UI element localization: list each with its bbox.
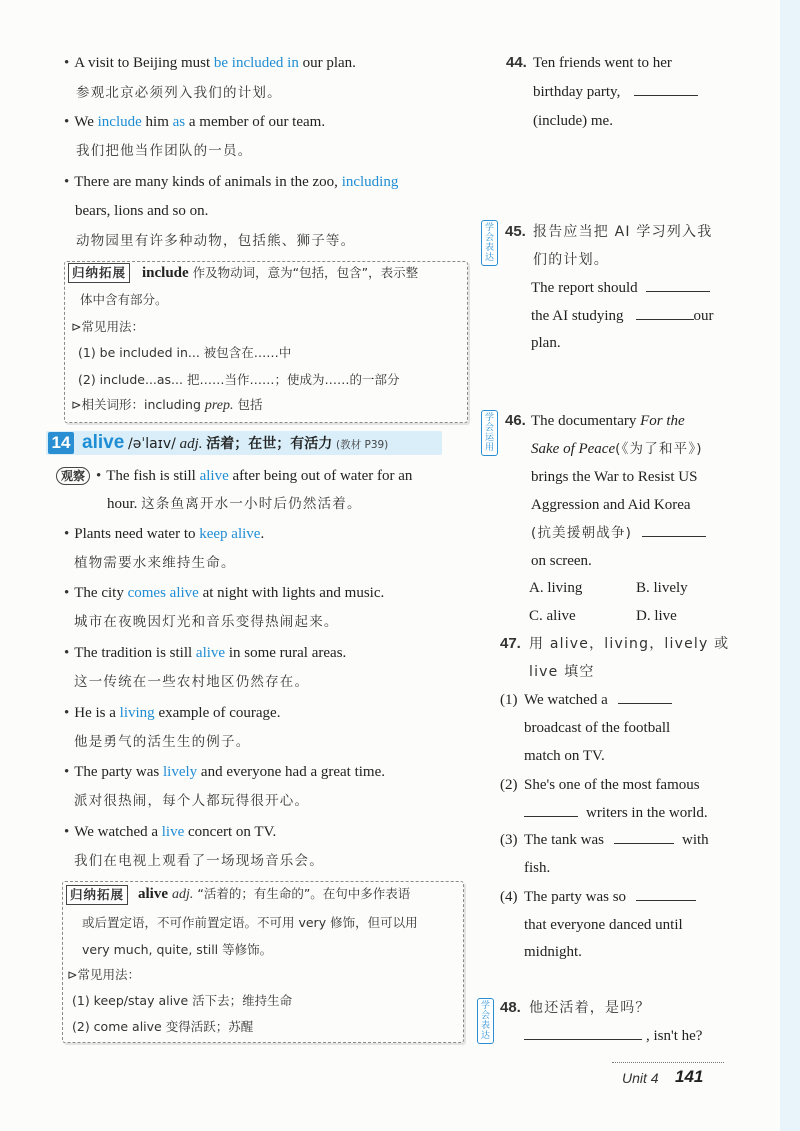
- question-text-part: writers in the world.: [586, 805, 708, 821]
- summary-definition-cont: 体中含有部分。: [80, 292, 168, 307]
- question-text: [531, 411, 685, 431]
- question-text-part: The report should: [531, 280, 638, 296]
- entry-heading: [82, 432, 388, 456]
- question-number: 48.: [500, 999, 521, 1016]
- example-text: in some rural areas.: [225, 645, 347, 661]
- example-sentence: [64, 762, 385, 782]
- example-text: The city: [74, 585, 128, 601]
- example-text: He is a: [74, 705, 120, 721]
- example-sentence: [96, 466, 412, 486]
- usage-item: (1) be included in... 被包含在……中: [78, 345, 292, 360]
- example-translation: 城市在夜晚因灯光和音乐变得热闹起来。: [74, 614, 339, 630]
- question-text: that everyone danced until: [524, 917, 683, 933]
- question-text: [531, 278, 710, 298]
- sub-question-number: (4): [500, 889, 518, 905]
- related-pos: prep.: [204, 398, 234, 413]
- entry-pos: adj.: [179, 436, 203, 452]
- example-translation: 参观北京必须列入我们的计划。: [76, 85, 282, 101]
- question-number: 45.: [505, 223, 526, 240]
- example-text: .: [260, 526, 265, 542]
- example-sentence: [64, 583, 384, 603]
- example-translation: 动物园里有许多种动物，包括熊、狮子等。: [76, 233, 356, 249]
- film-title: Sake of Peace: [531, 441, 616, 457]
- example-sentence: [64, 112, 325, 132]
- observe-label: 观察: [56, 467, 90, 485]
- option-a: A. living: [529, 580, 583, 596]
- question-instruction: live 填空: [529, 664, 595, 680]
- answer-blank: [524, 803, 578, 817]
- example-text: after being out of water for an: [228, 468, 413, 484]
- example-keyword: alive: [199, 468, 229, 484]
- entry-source: (教材 P39): [336, 439, 389, 451]
- example-sentence: [64, 172, 398, 192]
- example-text: Plants need water to: [74, 526, 200, 542]
- question-text: [524, 830, 709, 850]
- usage-item: (1) keep/stay alive 活下去；维持生命: [72, 993, 293, 1008]
- option-c: C. alive: [529, 608, 576, 624]
- example-sentence: [64, 822, 276, 842]
- question-text-part: birthday party,: [533, 84, 621, 100]
- question-text: [524, 887, 696, 907]
- answer-blank: [642, 523, 706, 537]
- summary-pos: adj.: [171, 887, 194, 902]
- example-translation: 他是勇气的活生生的例子。: [74, 734, 251, 750]
- sub-question-number: (1): [500, 692, 518, 708]
- summary-definition-cont: very much, quite, still 等修饰。: [82, 942, 273, 957]
- summary-definition: [138, 884, 410, 905]
- example-keyword: keep alive: [199, 526, 261, 542]
- sub-question-number: (2): [500, 777, 518, 793]
- example-translation: 我们把他当作团队的一员。: [76, 143, 253, 159]
- page-edge-strip: [780, 0, 800, 1131]
- entry-number: 14: [48, 432, 74, 454]
- question-text-part: , isn't he?: [646, 1028, 703, 1044]
- example-sentence: [64, 53, 356, 73]
- sub-question-number: (3): [500, 832, 518, 848]
- summary-label: 归纳拓展: [68, 263, 130, 283]
- example-text: The party was: [74, 764, 163, 780]
- question-text: [531, 439, 703, 459]
- example-keyword: as: [172, 114, 186, 130]
- example-text: The tradition is still: [74, 645, 196, 661]
- question-text-part: with: [681, 832, 709, 848]
- question-text-part: The party was so: [524, 889, 627, 905]
- example-keyword: lively: [162, 764, 198, 780]
- question-text: midnight.: [524, 944, 582, 960]
- question-text-part: The tank was: [524, 832, 604, 848]
- summary-headword: alive: [138, 886, 168, 902]
- question-text: plan.: [531, 335, 561, 351]
- related-forms: [71, 395, 263, 416]
- example-text: and everyone had a great time.: [197, 764, 385, 780]
- question-prompt: 们的计划。: [533, 252, 609, 268]
- question-text-part: (抗美援朝战争): [531, 525, 633, 541]
- summary-definition: [142, 263, 418, 283]
- question-number: 44.: [506, 54, 527, 71]
- example-translation: 植物需要水来维持生命。: [74, 555, 236, 571]
- example-keyword: comes alive: [127, 585, 199, 601]
- example-translation: 这条鱼离开水一小时后仍然活着。: [141, 496, 362, 512]
- question-prompt: 他还活着，是吗？: [529, 1000, 651, 1016]
- page-number: 141: [675, 1067, 704, 1086]
- film-title: For the: [640, 413, 685, 429]
- example-text: hour.: [107, 496, 142, 512]
- option-d: D. live: [636, 608, 677, 624]
- example-sentence: [64, 643, 346, 663]
- example-translation: 这一传统在一些农村地区仍然存在。: [74, 674, 310, 690]
- question-text: on screen.: [531, 553, 592, 569]
- usage-title: ⊳常见用法：: [67, 967, 140, 982]
- answer-blank: [646, 278, 710, 292]
- question-text: broadcast of the football: [524, 720, 671, 736]
- question-prompt: 报告应当把 AI 学习列入我: [533, 224, 713, 240]
- answer-blank: [634, 82, 698, 96]
- answer-blank: [618, 690, 672, 704]
- example-sentence-cont: [107, 494, 362, 514]
- example-text: example of courage.: [154, 705, 281, 721]
- summary-definition-cont: 或后置定语，不可作前置定语。不可用 very 修饰，但可以用: [82, 915, 418, 930]
- example-keyword: be included in: [213, 55, 299, 71]
- example-text: a member of our team.: [185, 114, 326, 130]
- question-text: [531, 306, 714, 326]
- example-text: our plan.: [298, 55, 356, 71]
- entry-phonetic: /əˈlaɪv/: [128, 436, 176, 452]
- question-text-part: The documentary: [531, 413, 641, 429]
- example-text: We watched a: [74, 824, 162, 840]
- usage-item: (2) include...as... 把……当作……；使成为……的一部分: [78, 372, 400, 387]
- skill-badge: 学会表达: [477, 998, 494, 1044]
- summary-text: 作及物动词，意为“包括，包含”，表示整: [188, 265, 419, 280]
- related-text: ⊳相关词形：including: [71, 397, 205, 412]
- question-text: Aggression and Aid Korea: [531, 497, 691, 513]
- question-text-part: We watched a: [524, 692, 608, 708]
- example-text: The fish is still: [106, 468, 200, 484]
- example-text: We: [74, 114, 98, 130]
- entry-meaning: 活着；在世；有活力: [206, 436, 333, 452]
- film-title-zh: (《为了和平》): [615, 441, 703, 457]
- question-text: Ten friends went to her: [533, 55, 672, 71]
- question-text: (include) me.: [533, 113, 613, 129]
- example-keyword: including: [341, 174, 399, 190]
- question-text: [524, 1026, 702, 1046]
- example-keyword: living: [119, 705, 155, 721]
- answer-blank: [636, 306, 694, 320]
- question-text: match on TV.: [524, 748, 605, 764]
- question-text: [531, 523, 706, 543]
- example-sentence: [64, 703, 280, 723]
- footer-unit: Unit 4: [622, 1070, 659, 1086]
- question-text: She's one of the most famous: [524, 777, 700, 793]
- summary-headword: include: [142, 265, 189, 281]
- question-text-part: the AI studying: [531, 308, 624, 324]
- footer-divider: [612, 1062, 724, 1063]
- summary-text: “活着的；有生命的”。在句中多作表语: [193, 886, 411, 901]
- question-text: brings the War to Resist US: [531, 469, 698, 485]
- answer-blank: [614, 830, 674, 844]
- example-text: A visit to Beijing must: [74, 55, 214, 71]
- example-text: him: [141, 114, 173, 130]
- question-text: fish.: [524, 860, 551, 876]
- skill-badge: 学会运用: [481, 410, 498, 456]
- entry-word: alive: [82, 432, 125, 453]
- usage-title: ⊳常见用法：: [71, 319, 144, 334]
- question-text: [533, 82, 698, 102]
- example-sentence-cont: bears, lions and so on.: [75, 203, 209, 219]
- related-text: 包括: [233, 397, 263, 412]
- question-text: [524, 690, 672, 710]
- example-keyword: alive: [195, 645, 226, 661]
- answer-blank: [524, 1026, 642, 1040]
- option-b: B. lively: [636, 580, 688, 596]
- question-instruction: 用 alive，living，lively 或: [529, 636, 730, 652]
- question-text: [524, 803, 708, 823]
- question-number: 47.: [500, 635, 521, 652]
- summary-label: 归纳拓展: [66, 885, 128, 905]
- example-text: concert on TV.: [184, 824, 277, 840]
- example-text: There are many kinds of animals in the zoo,: [74, 174, 342, 190]
- example-translation: 派对很热闹，每个人都玩得很开心。: [74, 793, 310, 809]
- question-number: 46.: [505, 412, 526, 429]
- question-text-part: our: [693, 308, 714, 324]
- example-keyword: include: [97, 114, 142, 130]
- skill-badge: 学会表达: [481, 220, 498, 266]
- example-text: at night with lights and music.: [198, 585, 385, 601]
- example-keyword: live: [161, 824, 185, 840]
- usage-item: (2) come alive 变得活跃；苏醒: [72, 1019, 254, 1034]
- example-translation: 我们在电视上观看了一场现场音乐会。: [74, 853, 324, 869]
- answer-blank: [636, 887, 696, 901]
- example-sentence: [64, 524, 264, 544]
